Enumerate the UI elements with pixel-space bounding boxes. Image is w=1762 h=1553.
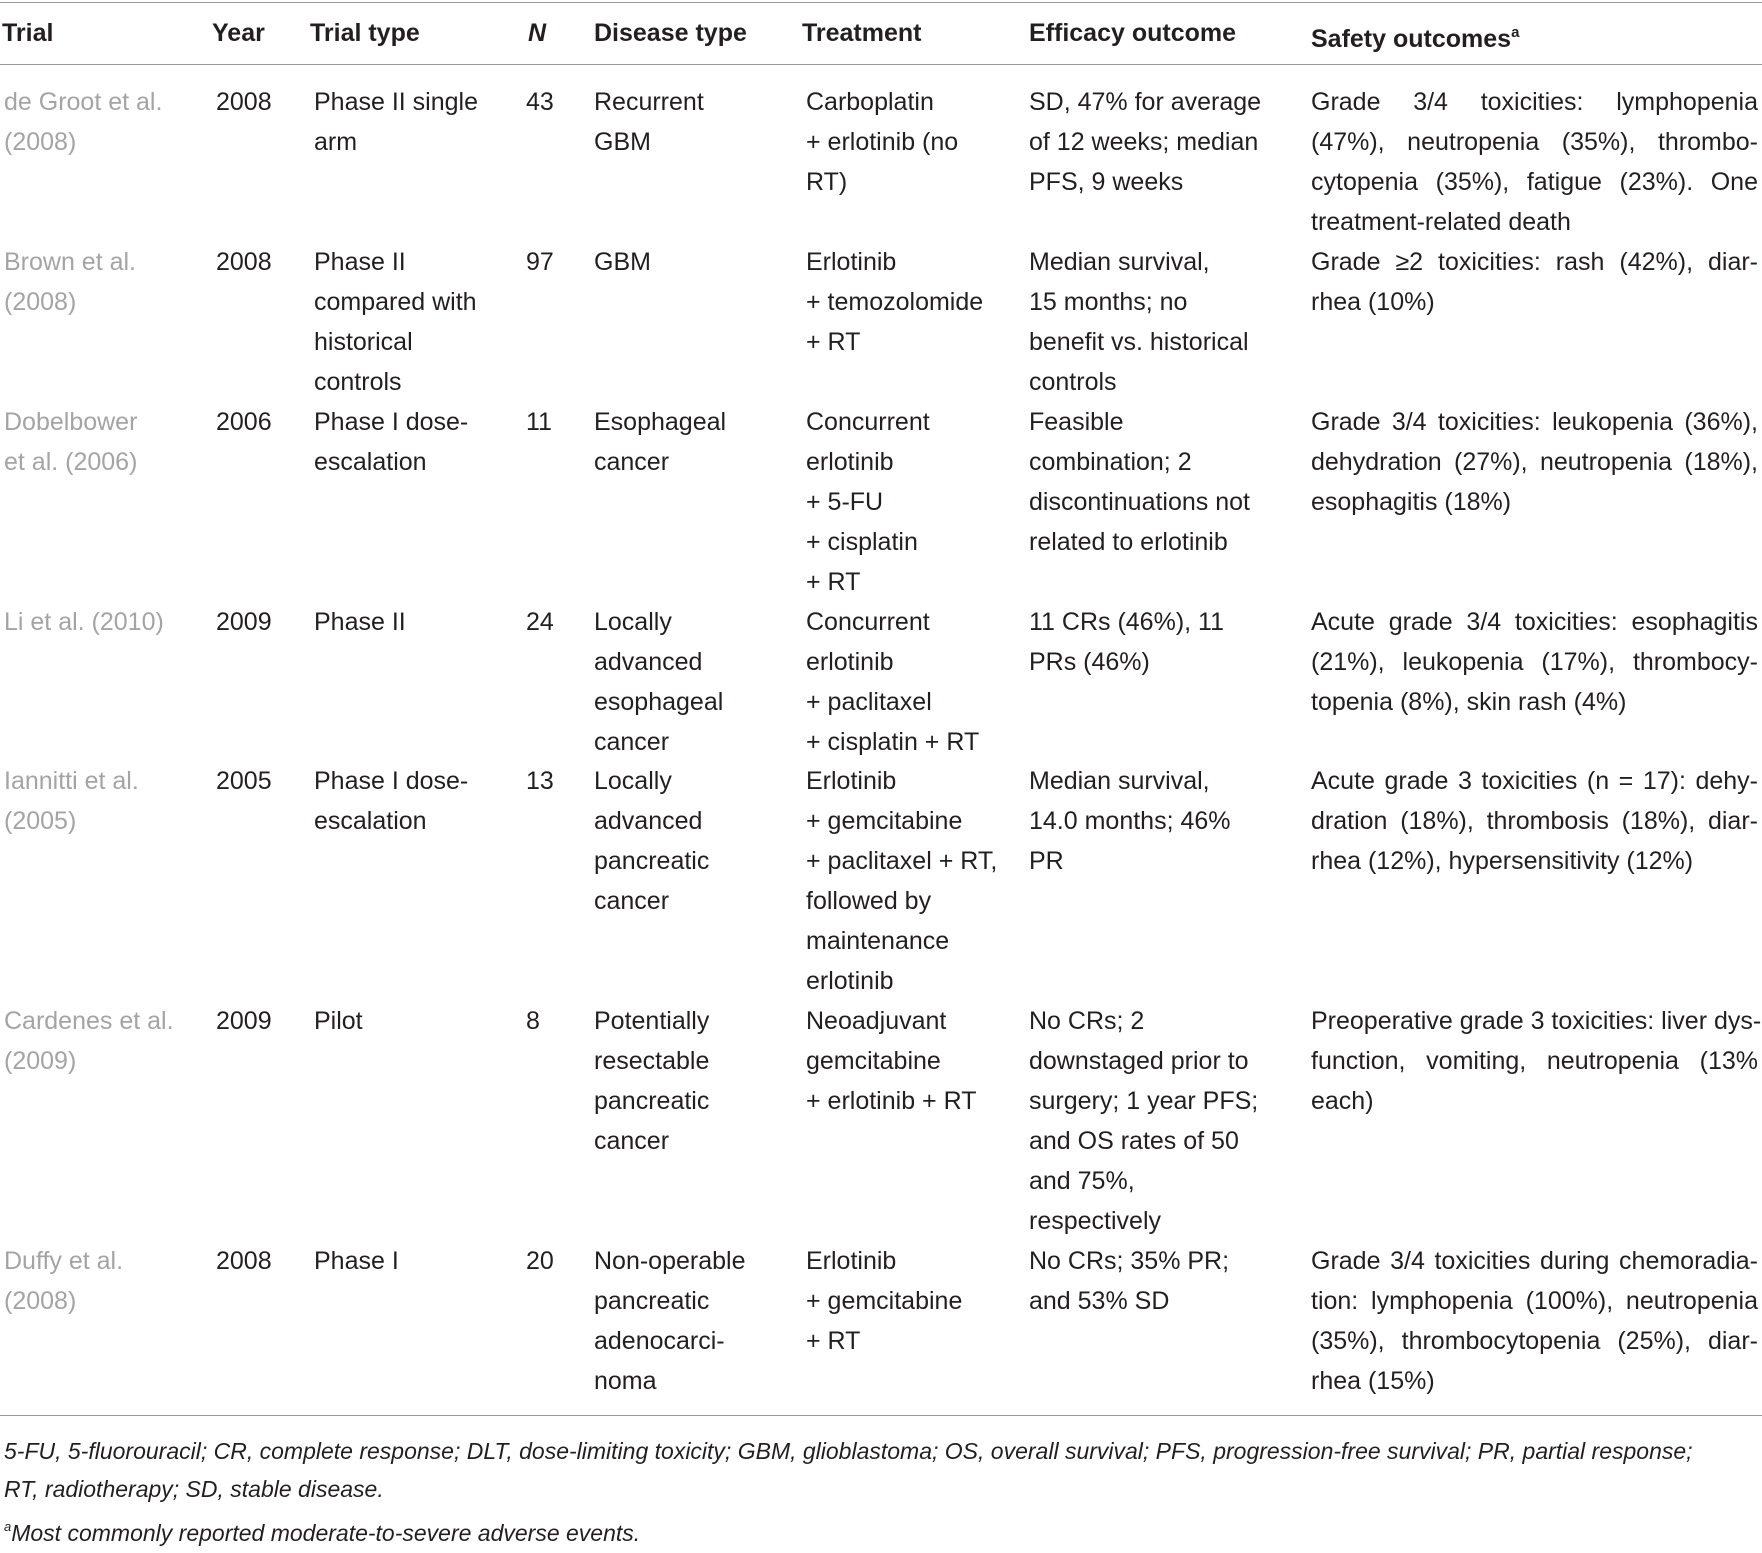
cell-line: compared with — [314, 288, 477, 316]
cell-line: 2008 — [216, 1247, 272, 1275]
cell-line: resectable — [594, 1047, 710, 1075]
cell-disease — [594, 242, 784, 282]
cell-line: + RT — [806, 328, 861, 356]
cell-line: Recurrent — [594, 88, 704, 116]
header-disease-type: Disease type — [594, 19, 747, 47]
cell-safety — [1311, 761, 1758, 881]
cell-line: + paclitaxel — [806, 688, 932, 716]
cell-line: each) — [1311, 1087, 1374, 1115]
cell-line: 2006 — [216, 408, 272, 436]
cell-line: cancer — [594, 448, 670, 476]
cell-line: + erlotinib (no — [806, 128, 959, 156]
cell-line: Grade 3/4 toxicities: leukopenia (36%), — [1311, 408, 1758, 436]
cell-line: advanced — [594, 807, 703, 835]
cell-trial — [4, 761, 189, 841]
cell-line: Potentially — [594, 1007, 710, 1035]
cell-disease — [594, 1001, 784, 1161]
cell-line: dehydration (27%), neutropenia (18%), — [1311, 448, 1758, 476]
cell-line: Phase II — [314, 608, 406, 636]
cell-line: cancer — [594, 728, 670, 756]
cell-trial — [4, 1241, 189, 1321]
header-trial: Trial — [2, 19, 54, 47]
cell-line: dration (18%), thrombosis (18%), diar- — [1311, 807, 1758, 835]
cell-year — [216, 1001, 286, 1041]
cell-line: SD, 47% for average — [1029, 88, 1262, 116]
cell-line: advanced — [594, 648, 703, 676]
cell-line: (21%), leukopenia (17%), thrombocy- — [1311, 648, 1758, 676]
cell-disease — [594, 402, 784, 482]
cell-efficacy — [1029, 602, 1299, 682]
cell-line: noma — [594, 1367, 657, 1395]
cell-line: + RT — [806, 1327, 861, 1355]
cell-line: adenocarci- — [594, 1327, 725, 1355]
cell-year — [216, 761, 286, 801]
cell-line: tion: lymphopenia (100%), neutropenia — [1311, 1287, 1758, 1315]
cell-trial — [4, 82, 189, 162]
cell-n — [526, 1001, 576, 1041]
cell-efficacy — [1029, 1001, 1299, 1241]
cell-line: 24 — [526, 608, 554, 636]
cell-treatment — [806, 242, 1011, 362]
cell-line: + paclitaxel + RT, — [806, 847, 998, 875]
cell-line: and 75%, — [1029, 1167, 1135, 1195]
cell-line: PR — [1029, 847, 1064, 875]
cell-line: 11 — [526, 408, 552, 436]
cell-trial — [4, 602, 189, 642]
cell-trial-type — [314, 402, 514, 482]
cell-line: erlotinib — [806, 648, 894, 676]
cell-line: Erlotinib — [806, 1247, 897, 1275]
cell-line: Phase II — [314, 248, 406, 276]
cell-line: Phase I dose- — [314, 767, 469, 795]
cell-trial — [4, 1001, 189, 1081]
cell-line: escalation — [314, 448, 427, 476]
cell-line: + 5-FU — [806, 488, 884, 516]
cell-line: PRs (46%) — [1029, 648, 1150, 676]
cell-line: et al. (2006) — [4, 448, 138, 476]
cell-efficacy — [1029, 242, 1299, 402]
cell-line: 14.0 months; 46% — [1029, 807, 1231, 835]
cell-line: rhea (10%) — [1311, 288, 1435, 316]
cell-trial — [4, 402, 189, 482]
cell-n — [526, 402, 576, 442]
cell-line: erlotinib — [806, 967, 894, 995]
cell-line: Grade ≥2 toxicities: rash (42%), diar- — [1311, 248, 1758, 276]
footnote-a-text: Most commonly reported moderate-to-severe adverse events. — [11, 1520, 641, 1546]
cell-line: benefit vs. historical — [1029, 328, 1249, 356]
cell-line: arm — [314, 128, 358, 156]
cell-line: discontinuations not — [1029, 488, 1250, 516]
cell-line: rhea (15%) — [1311, 1367, 1435, 1395]
cell-safety — [1311, 82, 1758, 242]
cell-year — [216, 242, 286, 282]
cell-line: (2008) — [4, 1287, 77, 1315]
cell-line: Carboplatin — [806, 88, 934, 116]
cell-line: and 53% SD — [1029, 1287, 1170, 1315]
cell-line: (2009) — [4, 1047, 77, 1075]
cell-line: + temozolomide — [806, 288, 984, 316]
cell-line: related to erlotinib — [1029, 528, 1228, 556]
cell-line: (2008) — [4, 128, 77, 156]
cell-line: Concurrent — [806, 608, 930, 636]
header-n: N — [528, 19, 547, 47]
footnote-a — [4, 1507, 640, 1553]
cell-treatment — [806, 402, 1011, 602]
cell-line: pancreatic — [594, 1087, 710, 1115]
cell-line: of 12 weeks; median — [1029, 128, 1259, 156]
cell-n — [526, 602, 576, 642]
cell-line: topenia (8%), skin rash (4%) — [1311, 688, 1627, 716]
cell-line: 2008 — [216, 88, 272, 116]
cell-line: No CRs; 35% PR; — [1029, 1247, 1230, 1275]
cell-safety — [1311, 1001, 1762, 1121]
cell-trial-type — [314, 1001, 514, 1041]
cell-disease — [594, 1241, 784, 1401]
cell-efficacy — [1029, 402, 1299, 562]
cell-line: esophageal — [594, 688, 724, 716]
cell-line: Erlotinib — [806, 248, 897, 276]
cell-line: + gemcitabine — [806, 1287, 963, 1315]
cell-line: Preoperative grade 3 toxicities: liver dys- — [1311, 1007, 1762, 1035]
cell-line: RT) — [806, 168, 848, 196]
cell-line: Iannitti et al. — [4, 767, 139, 795]
header-year: Year — [212, 19, 265, 47]
cell-line: 11 CRs (46%), 11 — [1029, 608, 1224, 636]
cell-year — [216, 1241, 286, 1281]
cell-line: Grade 3/4 toxicities: lymphopenia — [1311, 88, 1758, 116]
cell-year — [216, 602, 286, 642]
cell-line: Median survival, — [1029, 767, 1210, 795]
header-treatment: Treatment — [802, 19, 922, 47]
cell-disease — [594, 602, 784, 762]
cell-treatment — [806, 602, 1011, 762]
cell-line: maintenance — [806, 927, 950, 955]
cell-line: 97 — [526, 248, 554, 276]
cell-line: Duffy et al. — [4, 1247, 124, 1275]
cell-treatment — [806, 1241, 1011, 1361]
cell-line: 20 — [526, 1247, 554, 1275]
cell-line: cancer — [594, 887, 670, 915]
cell-line: Phase II single — [314, 88, 478, 116]
cell-trial-type — [314, 82, 514, 162]
cell-line: (2005) — [4, 807, 77, 835]
cell-line: Phase I dose- — [314, 408, 469, 436]
cell-line: cancer — [594, 1127, 670, 1155]
cell-line: 2009 — [216, 1007, 272, 1035]
cell-safety — [1311, 242, 1758, 322]
cell-line: Phase I — [314, 1247, 399, 1275]
cell-line: controls — [314, 368, 402, 396]
cell-line: followed by — [806, 887, 932, 915]
cell-trial-type — [314, 761, 514, 841]
cell-line: erlotinib — [806, 448, 894, 476]
cell-trial-type — [314, 602, 514, 642]
cell-line: 13 — [526, 767, 554, 795]
cell-line: (35%), thrombocytopenia (25%), diar- — [1311, 1327, 1758, 1355]
cell-trial-type — [314, 1241, 514, 1281]
header-rule — [0, 64, 1762, 65]
cell-year — [216, 402, 286, 442]
footnote-a-mark: a — [4, 1519, 12, 1534]
cell-line: PFS, 9 weeks — [1029, 168, 1184, 196]
cell-line: GBM — [594, 128, 651, 156]
cell-line: Concurrent — [806, 408, 930, 436]
cell-efficacy — [1029, 82, 1299, 202]
cell-line: gemcitabine — [806, 1047, 941, 1075]
cell-line: Dobelbower — [4, 408, 138, 436]
cell-line: Grade 3/4 toxicities during chemoradia- — [1311, 1247, 1758, 1275]
cell-line: GBM — [594, 248, 651, 276]
cell-line: function, vomiting, neutropenia (13% — [1311, 1047, 1758, 1075]
cell-line: Neoadjuvant — [806, 1007, 947, 1035]
cell-line: Esophageal — [594, 408, 727, 436]
cell-line: Erlotinib — [806, 767, 897, 795]
cell-line: + erlotinib + RT — [806, 1087, 977, 1115]
bottom-rule — [0, 1415, 1762, 1416]
header-trial-type: Trial type — [310, 19, 420, 47]
cell-line: 2005 — [216, 767, 272, 795]
cell-line: pancreatic — [594, 1287, 710, 1315]
cell-line: Non-operable — [594, 1247, 746, 1275]
abbreviations-line-2: RT, radiotherapy; SD, stable disease. — [4, 1476, 384, 1502]
cell-line: pancreatic — [594, 847, 710, 875]
cell-line: + cisplatin — [806, 528, 918, 556]
cell-line: + RT — [806, 568, 861, 596]
cell-line: Feasible — [1029, 408, 1124, 436]
header-safety-footnote-mark: a — [1511, 24, 1520, 41]
cell-safety — [1311, 602, 1758, 722]
cell-line: Locally — [594, 767, 672, 795]
cell-trial-type — [314, 242, 514, 402]
cell-n — [526, 82, 576, 122]
cell-year — [216, 82, 286, 122]
cell-line: Cardenes et al. — [4, 1007, 174, 1035]
header-safety-label: Safety outcomes — [1311, 25, 1512, 53]
cell-line: downstaged prior to — [1029, 1047, 1249, 1075]
cell-line: 15 months; no — [1029, 288, 1188, 316]
cell-line: Median survival, — [1029, 248, 1210, 276]
cell-line: escalation — [314, 807, 427, 835]
cell-line: Acute grade 3 toxicities (n = 17): dehy- — [1311, 767, 1758, 795]
cell-line: treatment-related death — [1311, 208, 1571, 236]
cell-n — [526, 1241, 576, 1281]
cell-safety — [1311, 402, 1758, 522]
cell-line: historical — [314, 328, 413, 356]
cell-treatment — [806, 82, 1011, 202]
cell-line: respectively — [1029, 1207, 1161, 1235]
header-safety — [1311, 18, 1519, 54]
cell-line: 2008 — [216, 248, 272, 276]
cell-line: Pilot — [314, 1007, 363, 1035]
abbreviations-line-1: 5-FU, 5-fluorouracil; CR, complete response; DLT, dose-limiting toxicity; GBM, glioblastoma; OS, overall survival; PFS, progression-free survival; PR, partial response; — [4, 1438, 1693, 1464]
cell-line: cytopenia (35%), fatigue (23%). One — [1311, 168, 1758, 196]
cell-line: No CRs; 2 — [1029, 1007, 1145, 1035]
cell-efficacy — [1029, 1241, 1299, 1321]
cell-treatment — [806, 761, 1011, 1001]
cell-efficacy — [1029, 761, 1299, 881]
cell-disease — [594, 761, 784, 921]
cell-line: surgery; 1 year PFS; — [1029, 1087, 1259, 1115]
cell-line: (47%), neutropenia (35%), thrombo- — [1311, 128, 1758, 156]
cell-n — [526, 242, 576, 282]
cell-line: rhea (12%), hypersensitivity (12%) — [1311, 847, 1694, 875]
cell-line: Locally — [594, 608, 672, 636]
header-efficacy: Efficacy outcome — [1029, 19, 1237, 47]
cell-line: esophagitis (18%) — [1311, 488, 1512, 516]
cell-line: Brown et al. — [4, 248, 137, 276]
cell-n — [526, 761, 576, 801]
cell-line: and OS rates of 50 — [1029, 1127, 1239, 1155]
cell-line: controls — [1029, 368, 1117, 396]
cell-line: Acute grade 3/4 toxicities: esophagitis — [1311, 608, 1758, 636]
top-rule — [0, 2, 1762, 3]
cell-line: 8 — [526, 1007, 540, 1035]
cell-line: Li et al. (2010) — [4, 608, 164, 636]
cell-line: combination; 2 — [1029, 448, 1192, 476]
cell-line: + cisplatin + RT — [806, 728, 980, 756]
cell-line: + gemcitabine — [806, 807, 963, 835]
cell-safety — [1311, 1241, 1758, 1401]
cell-trial — [4, 242, 189, 322]
cell-disease — [594, 82, 784, 162]
cell-line: (2008) — [4, 288, 77, 316]
cell-treatment — [806, 1001, 1011, 1121]
cell-line: de Groot et al. — [4, 88, 163, 116]
cell-line: 43 — [526, 88, 554, 116]
cell-line: 2009 — [216, 608, 272, 636]
